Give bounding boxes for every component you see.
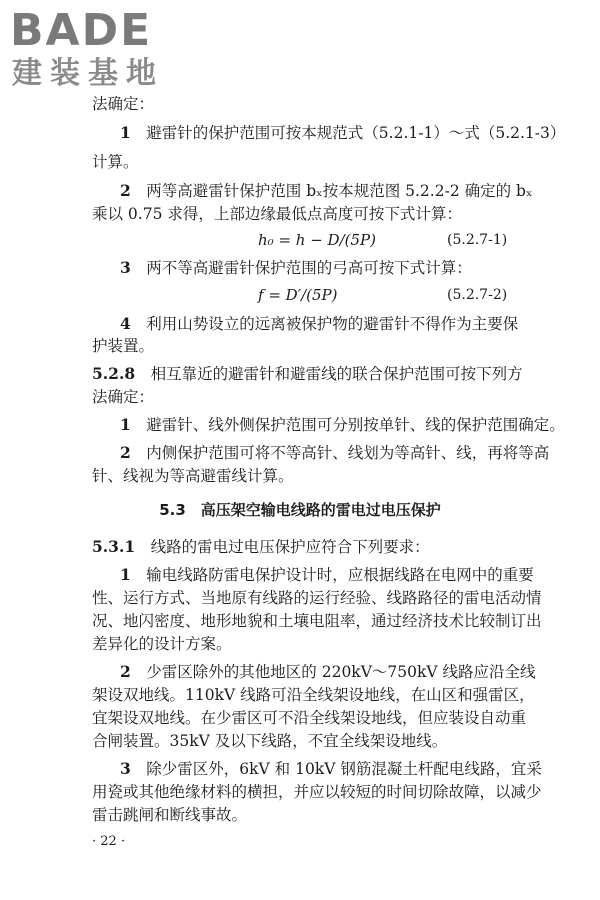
text-line: 乘以 0.75 求得，上部边缘最低点高度可按下式计算： (92, 205, 462, 223)
page-number: · 22 · (92, 834, 126, 849)
text-line: 3 除少雷区外，6kV 和 10kV 钢筋混凝土杆配电线路，宜采 (120, 759, 542, 778)
clause-line: 5.2.8 相互靠近的避雷针和避雷线的联合保护范围可按下列方 (92, 364, 523, 383)
text-line: 雷击跳闸和断线事故。 (92, 806, 248, 824)
section-heading: 5.3 高压架空输电线路的雷电过电压保护 (159, 501, 441, 519)
text-line: 法确定： (92, 95, 155, 113)
text-line: 2 两等高避雷针保护范围 bₓ按本规范图 5.2.2-2 确定的 bₓ (120, 181, 533, 200)
text-line: 况、地闪密度、地形地貌和土壤电阻率，通过经济技术比较制订出 (92, 612, 542, 630)
text-line: 护装置。 (92, 337, 155, 355)
equation: h₀ = h − D/(5P) (258, 231, 376, 249)
equation-number: (5.2.7-2) (447, 287, 508, 303)
text-line: 性、运行方式、当地原有线路的运行经验、线路路径的雷电活动情 (92, 589, 542, 607)
text-line: 用瓷或其他绝缘材料的横担，并应以较短的时间切除故障，以减少 (92, 783, 542, 801)
clause-line: 5.3.1 线路的雷电过电压保护应符合下列要求： (92, 537, 430, 556)
text-line: 差异化的设计方案。 (92, 635, 232, 653)
text-line: 架设双地线。110kV 线路可沿全线架设地线，在山区和强雷区， (92, 686, 535, 704)
text-line: 1 输电线路防雷电保护设计时，应根据线路在电网中的重要 (120, 565, 534, 584)
text-line: 宜架设双地线。在少雷区可不沿全线架设地线，但应装设自动重 (92, 709, 527, 727)
text-line: 1 避雷针的保护范围可按本规范式（5.2.1-1）～式（5.2.1-3） (120, 123, 566, 142)
brand-logo (10, 6, 185, 92)
equation: f = D′/(5P) (258, 286, 338, 304)
text-line: 3 两不等高避雷针保护范围的弓高可按下式计算： (120, 258, 472, 277)
equation-number: (5.2.7-1) (447, 232, 508, 248)
text-line: 法确定： (92, 388, 155, 406)
logo-wordmark: BADE (10, 5, 153, 56)
text-line: 1 避雷针、线外侧保护范围可分别按单针、线的保护范围确定。 (120, 415, 565, 434)
text-line: 4 利用山势设立的远离被保护物的避雷针不得作为主要保 (120, 314, 519, 333)
logo-chinese-name: 建装基地 (12, 56, 164, 91)
text-line: 2 少雷区除外的其他地区的 220kV～750kV 线路应沿全线 (120, 662, 536, 681)
text-line: 2 内侧保护范围可将不等高针、线划为等高针、线，再将等高 (120, 443, 550, 462)
text-line: 合闸装置。35kV 及以下线路，不宜全线架设地线。 (92, 732, 448, 750)
text-line: 针、线视为等高避雷线计算。 (92, 467, 294, 485)
text-line: 计算。 (92, 153, 139, 171)
